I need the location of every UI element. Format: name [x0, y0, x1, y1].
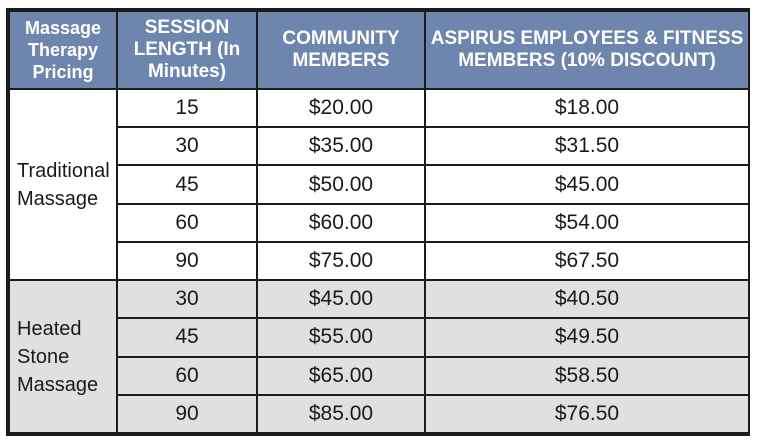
discount-price-cell: $40.50	[426, 281, 748, 317]
header-session-length: SESSION LENGTH (In Minutes)	[118, 12, 256, 88]
community-price-cell: $60.00	[258, 205, 424, 241]
table-row	[10, 281, 748, 317]
discount-price-cell: $76.50	[426, 396, 748, 432]
header-row	[10, 12, 748, 88]
category-label-line: Traditional	[17, 159, 110, 182]
community-price-cell: $20.00	[258, 90, 424, 126]
category-label-line: Massage	[17, 187, 99, 210]
community-price-cell: $45.00	[258, 281, 424, 317]
header-massage-therapy-pricing: Massage Therapy Pricing	[10, 12, 116, 88]
discount-price-cell: $67.50	[426, 243, 748, 279]
community-price-cell: $35.00	[258, 128, 424, 164]
session-length-cell: 60	[118, 358, 256, 394]
table-row	[10, 319, 748, 355]
session-length-cell: 15	[118, 90, 256, 126]
table-row	[10, 396, 748, 432]
discount-price-cell: $49.50	[426, 319, 748, 355]
pricing-table-frame	[6, 8, 750, 436]
discount-price-cell: $54.00	[426, 205, 748, 241]
discount-price-cell: $31.50	[426, 128, 748, 164]
table-row	[10, 90, 748, 126]
table-row	[10, 205, 748, 241]
session-length-cell: 90	[118, 396, 256, 432]
category-label-line: Heated	[17, 317, 82, 340]
community-price-cell: $65.00	[258, 358, 424, 394]
session-length-cell: 45	[118, 166, 256, 202]
session-length-cell: 30	[118, 128, 256, 164]
table-row	[10, 243, 748, 279]
community-price-cell: $85.00	[258, 396, 424, 432]
discount-price-cell: $45.00	[426, 166, 748, 202]
table-row	[10, 128, 748, 164]
category-label-line: Massage	[17, 373, 99, 396]
table-row	[10, 358, 748, 394]
community-price-cell: $50.00	[258, 166, 424, 202]
community-price-cell: $75.00	[258, 243, 424, 279]
category-label-line: Stone	[17, 345, 70, 368]
session-length-cell: 90	[118, 243, 256, 279]
session-length-cell: 60	[118, 205, 256, 241]
header-community-members: COMMUNITY MEMBERS	[258, 12, 424, 88]
category-traditional-massage	[10, 90, 116, 279]
session-length-cell: 30	[118, 281, 256, 317]
discount-price-cell: $58.50	[426, 358, 748, 394]
discount-price-cell: $18.00	[426, 90, 748, 126]
category-heated-stone-massage	[10, 281, 116, 432]
massage-pricing-table	[8, 10, 750, 434]
table-row	[10, 166, 748, 202]
header-employee-discount: ASPIRUS EMPLOYEES & FITNESS MEMBERS (10% DISCOUNT)	[426, 12, 748, 88]
community-price-cell: $55.00	[258, 319, 424, 355]
session-length-cell: 45	[118, 319, 256, 355]
